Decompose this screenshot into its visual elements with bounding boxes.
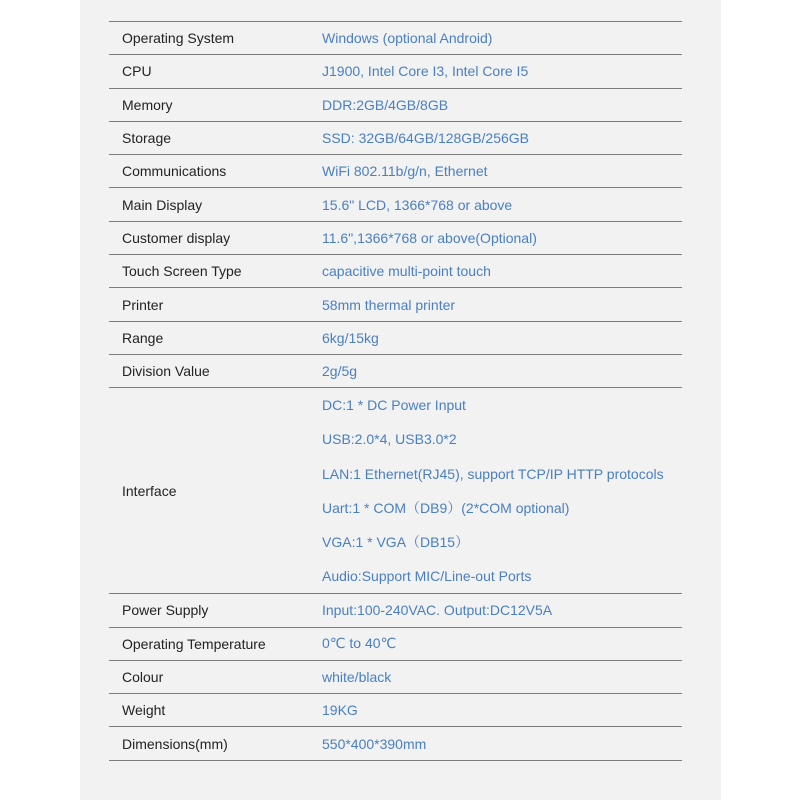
spec-value: 15.6" LCD, 1366*768 or above bbox=[322, 196, 513, 213]
spec-value: Windows (optional Android) bbox=[322, 30, 493, 47]
spec-row-memory bbox=[109, 89, 682, 122]
spec-row-storage bbox=[109, 122, 682, 155]
spec-value: white/black bbox=[322, 669, 392, 685]
spec-value: 550*400*390mm bbox=[322, 735, 427, 752]
spec-row-division-value bbox=[109, 355, 682, 388]
spec-row-operating-temperature bbox=[109, 628, 682, 661]
spec-label: Touch Screen Type bbox=[122, 263, 242, 280]
spec-row-touch-screen-type bbox=[109, 255, 682, 288]
interface-line: DC:1 * DC Power Input bbox=[322, 397, 466, 414]
spec-row-customer-display bbox=[109, 222, 682, 255]
spec-row-operating-system bbox=[109, 22, 682, 55]
spec-label: Customer display bbox=[122, 229, 231, 246]
spec-value: 19KG bbox=[322, 702, 358, 719]
interface-line: Audio:Support MIC/Line-out Ports bbox=[322, 568, 532, 585]
spec-value: SSD: 32GB/64GB/128GB/256GB bbox=[322, 130, 530, 147]
spec-label: Operating System bbox=[122, 30, 235, 47]
spec-label: Operating Temperature bbox=[122, 635, 266, 652]
spec-label: Colour bbox=[122, 669, 164, 685]
interface-line: USB:2.0*4, USB3.0*2 bbox=[322, 431, 457, 448]
spec-label: Printer bbox=[122, 296, 164, 313]
spec-value: 11.6",1366*768 or above(Optional) bbox=[322, 229, 537, 246]
spec-row-main-display bbox=[109, 188, 682, 221]
spec-label: Power Supply bbox=[122, 602, 209, 619]
spec-row-interface bbox=[109, 388, 682, 594]
spec-value: Input:100-240VAC. Output:DC12V5A bbox=[322, 602, 553, 619]
spec-value: 0℃ to 40℃ bbox=[322, 635, 397, 652]
spec-label: CPU bbox=[122, 63, 152, 80]
spec-value: 58mm thermal printer bbox=[322, 296, 456, 313]
spec-row-weight bbox=[109, 694, 682, 727]
spec-row-range bbox=[109, 322, 682, 355]
spec-row-colour bbox=[109, 661, 682, 694]
spec-value: capacitive multi-point touch bbox=[322, 263, 491, 280]
spec-value: 6kg/15kg bbox=[322, 329, 379, 346]
spec-label: Division Value bbox=[122, 363, 210, 380]
spec-row-cpu bbox=[109, 55, 682, 88]
spec-value: 2g/5g bbox=[322, 363, 358, 380]
spec-value: DDR:2GB/4GB/8GB bbox=[322, 96, 449, 113]
interface-line: Uart:1 * COM（DB9）(2*COM optional) bbox=[322, 499, 570, 516]
spec-label: Memory bbox=[122, 96, 173, 113]
spec-value: J1900, Intel Core I3, Intel Core I5 bbox=[322, 63, 529, 80]
spec-row-dimensions bbox=[109, 727, 682, 760]
spec-row-printer bbox=[109, 288, 682, 321]
spec-table bbox=[109, 21, 682, 761]
spec-row-power-supply bbox=[109, 594, 682, 627]
interface-line: LAN:1 Ethernet(RJ45), support TCP/IP HTTP protocols bbox=[322, 465, 664, 482]
spec-label: Dimensions(mm) bbox=[122, 735, 228, 752]
spec-label: Main Display bbox=[122, 196, 203, 213]
spec-label: Range bbox=[122, 329, 164, 346]
interface-line: VGA:1 * VGA（DB15） bbox=[322, 534, 470, 551]
spec-row-communications bbox=[109, 155, 682, 188]
spec-label: Storage bbox=[122, 130, 172, 147]
spec-label: Interface bbox=[122, 482, 177, 499]
spec-value: WiFi 802.11b/g/n, Ethernet bbox=[322, 163, 488, 180]
spec-label: Weight bbox=[122, 702, 166, 719]
spec-value-list bbox=[309, 388, 682, 593]
spec-label: Communications bbox=[122, 163, 227, 180]
